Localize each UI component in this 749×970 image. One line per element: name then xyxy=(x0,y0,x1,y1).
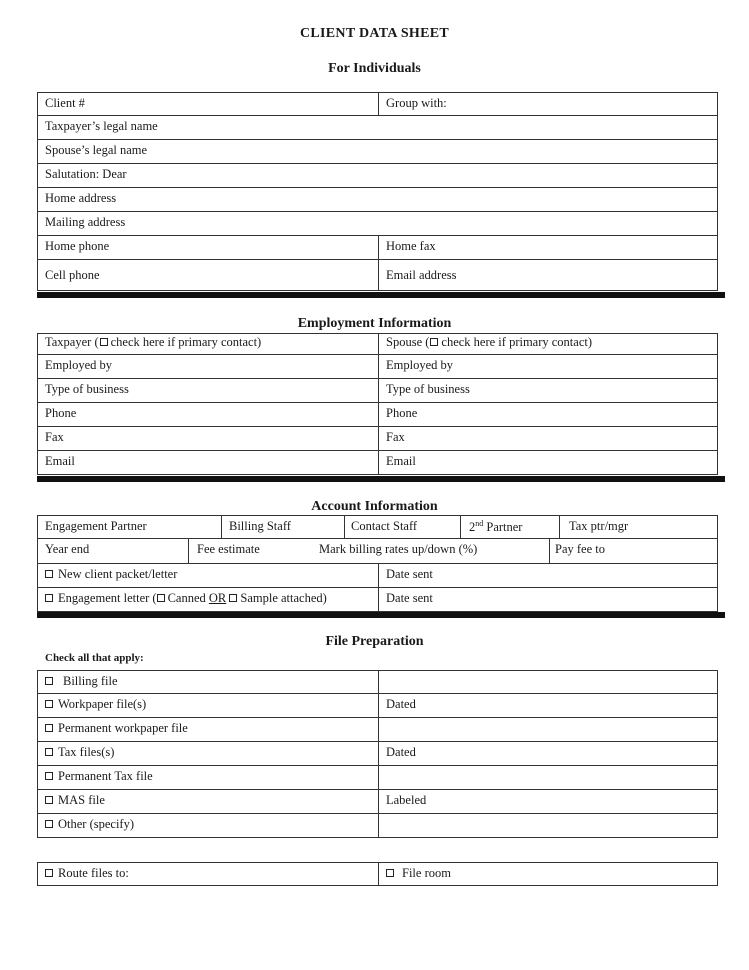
client-row-6 xyxy=(37,212,718,236)
cell-phone-field[interactable]: Cell phone xyxy=(45,268,100,282)
checkbox-icon[interactable] xyxy=(45,772,53,780)
route-files-label: Route files to: xyxy=(58,866,129,880)
checkbox-icon[interactable] xyxy=(45,869,53,877)
taxpayer-type-of-business[interactable]: Type of business xyxy=(45,382,129,396)
new-client-packet-option[interactable] xyxy=(38,564,378,587)
billing-staff-field[interactable]: Billing Staff xyxy=(221,516,344,538)
home-address-field[interactable]: Home address xyxy=(45,191,117,205)
client-number-field[interactable]: Client # xyxy=(45,96,85,110)
file-item-label: Permanent Tax file xyxy=(58,769,153,783)
engagement-letter-option[interactable] xyxy=(38,588,378,611)
account-heading: Account Information xyxy=(311,499,438,514)
file-detail-empty[interactable] xyxy=(378,766,717,789)
canned-label: Canned xyxy=(167,591,206,605)
spouse-prefix: Spouse ( xyxy=(386,335,430,349)
client-row-1 xyxy=(37,92,718,116)
file-item-label: Tax files(s) xyxy=(58,745,115,759)
checkbox-icon[interactable] xyxy=(100,338,108,346)
taxpayer-phone[interactable]: Phone xyxy=(45,406,77,420)
billing-rates-field[interactable]: Mark billing rates up/down (%) xyxy=(319,542,478,556)
client-row-5 xyxy=(37,188,718,212)
page-subtitle: For Individuals xyxy=(328,61,421,76)
mailing-address-field[interactable]: Mailing address xyxy=(45,215,126,229)
spouse-fax[interactable]: Fax xyxy=(378,427,717,450)
email-address-field[interactable]: Email address xyxy=(378,260,717,290)
page-title: CLIENT DATA SHEET xyxy=(299,26,450,41)
taxpayer-prefix: Taxpayer ( xyxy=(45,335,99,349)
section-divider xyxy=(37,292,725,298)
employment-heading: Employment Information xyxy=(297,316,452,331)
client-row-2 xyxy=(37,116,718,140)
checkbox-icon[interactable] xyxy=(157,594,165,602)
taxpayer-employed-by[interactable]: Employed by xyxy=(45,358,113,372)
section-divider xyxy=(37,612,725,618)
employment-row-2 xyxy=(37,355,718,379)
checkbox-icon[interactable] xyxy=(45,748,53,756)
spouse-name-field[interactable]: Spouse’s legal name xyxy=(45,143,148,157)
permanent-tax-option[interactable] xyxy=(38,766,378,789)
pay-fee-to-field[interactable]: Pay fee to xyxy=(549,539,717,563)
file-item-label: Workpaper file(s) xyxy=(58,697,147,711)
checkbox-icon[interactable] xyxy=(45,724,53,732)
route-row xyxy=(37,862,718,886)
client-row-8 xyxy=(37,260,718,291)
group-with-field[interactable]: Group with: xyxy=(378,93,717,115)
second-partner-suffix: nd xyxy=(475,519,484,528)
employment-row-1 xyxy=(37,333,718,355)
file-detail-empty[interactable] xyxy=(378,814,717,837)
route-files-option[interactable] xyxy=(38,863,378,885)
tax-ptr-mgr-field[interactable]: Tax ptr/mgr xyxy=(559,516,717,538)
file-room-label: File room xyxy=(402,866,451,880)
file-row-1 xyxy=(37,670,718,694)
engagement-partner-field[interactable]: Engagement Partner xyxy=(45,519,147,533)
salutation-field[interactable]: Salutation: Dear xyxy=(45,167,127,181)
checkbox-icon[interactable] xyxy=(45,594,53,602)
taxpayer-primary-contact[interactable] xyxy=(38,334,378,354)
date-sent-field[interactable]: Date sent xyxy=(378,564,717,587)
contact-staff-field[interactable]: Contact Staff xyxy=(344,516,460,538)
second-partner-label: Partner xyxy=(483,520,523,535)
checkbox-icon[interactable] xyxy=(386,869,394,877)
mas-labeled-field[interactable]: Labeled xyxy=(378,790,717,813)
checkbox-icon[interactable] xyxy=(45,796,53,804)
spouse-employed-by[interactable]: Employed by xyxy=(378,355,717,378)
taxpayer-suffix: check here if primary contact) xyxy=(110,335,262,349)
taxpayer-email[interactable]: Email xyxy=(45,454,75,468)
engagement-letter-label: Engagement letter ( xyxy=(58,591,157,605)
account-row-4 xyxy=(37,588,718,612)
second-partner-field[interactable] xyxy=(460,516,559,538)
file-item-label: MAS file xyxy=(58,793,105,807)
year-end-field[interactable]: Year end xyxy=(45,542,90,556)
check-all-label: Check all that apply: xyxy=(45,652,144,664)
spouse-suffix: check here if primary contact) xyxy=(441,335,593,349)
sample-label: Sample attached) xyxy=(240,591,327,605)
taxpayer-name-field[interactable]: Taxpayer’s legal name xyxy=(45,119,158,133)
workpaper-file-option[interactable] xyxy=(38,694,378,717)
mas-file-option[interactable] xyxy=(38,790,378,813)
checkbox-icon[interactable] xyxy=(45,677,53,685)
spouse-email[interactable]: Email xyxy=(378,451,717,474)
file-detail-empty[interactable] xyxy=(378,671,717,693)
file-item-label: Other (specify) xyxy=(58,817,135,831)
checkbox-icon[interactable] xyxy=(229,594,237,602)
spouse-primary-contact[interactable] xyxy=(378,334,717,354)
permanent-workpaper-option[interactable] xyxy=(38,718,378,741)
other-specify-option[interactable] xyxy=(38,814,378,837)
checkbox-icon[interactable] xyxy=(430,338,438,346)
billing-file-option[interactable] xyxy=(38,671,378,693)
checkbox-icon[interactable] xyxy=(45,570,53,578)
fee-estimate-field[interactable]: Fee estimate xyxy=(188,539,318,563)
section-divider xyxy=(37,476,725,482)
account-row-1 xyxy=(37,515,718,539)
date-sent-field[interactable]: Date sent xyxy=(378,588,717,611)
file-room-option[interactable] xyxy=(378,863,717,885)
account-row-3 xyxy=(37,564,718,588)
spouse-phone[interactable]: Phone xyxy=(378,403,717,426)
client-row-4 xyxy=(37,164,718,188)
checkbox-icon[interactable] xyxy=(45,700,53,708)
file-prep-heading: File Preparation xyxy=(325,634,424,649)
client-row-7 xyxy=(37,236,718,260)
spouse-type-of-business[interactable]: Type of business xyxy=(378,379,717,402)
file-item-label: Permanent workpaper file xyxy=(58,721,188,735)
file-row-4 xyxy=(37,742,718,766)
home-fax-field[interactable]: Home fax xyxy=(378,236,717,259)
tax-files-dated-field[interactable]: Dated xyxy=(378,742,717,765)
account-row-2 xyxy=(37,539,718,564)
checkbox-icon[interactable] xyxy=(45,820,53,828)
new-client-label: New client packet/letter xyxy=(58,567,178,581)
taxpayer-fax[interactable]: Fax xyxy=(45,430,64,444)
file-row-3 xyxy=(37,718,718,742)
file-detail-empty[interactable] xyxy=(378,718,717,741)
tax-files-option[interactable] xyxy=(38,742,378,765)
employment-row-4 xyxy=(37,403,718,427)
workpaper-dated-field[interactable]: Dated xyxy=(378,694,717,717)
file-row-2 xyxy=(37,694,718,718)
file-row-5 xyxy=(37,766,718,790)
file-item-label: Billing file xyxy=(63,674,118,688)
second-partner-number: 2 xyxy=(469,520,476,535)
file-row-6 xyxy=(37,790,718,814)
client-row-3 xyxy=(37,140,718,164)
or-label: OR xyxy=(208,591,227,605)
employment-row-5 xyxy=(37,427,718,451)
employment-row-6 xyxy=(37,451,718,475)
employment-row-3 xyxy=(37,379,718,403)
file-row-7 xyxy=(37,814,718,838)
home-phone-field[interactable]: Home phone xyxy=(45,239,110,253)
